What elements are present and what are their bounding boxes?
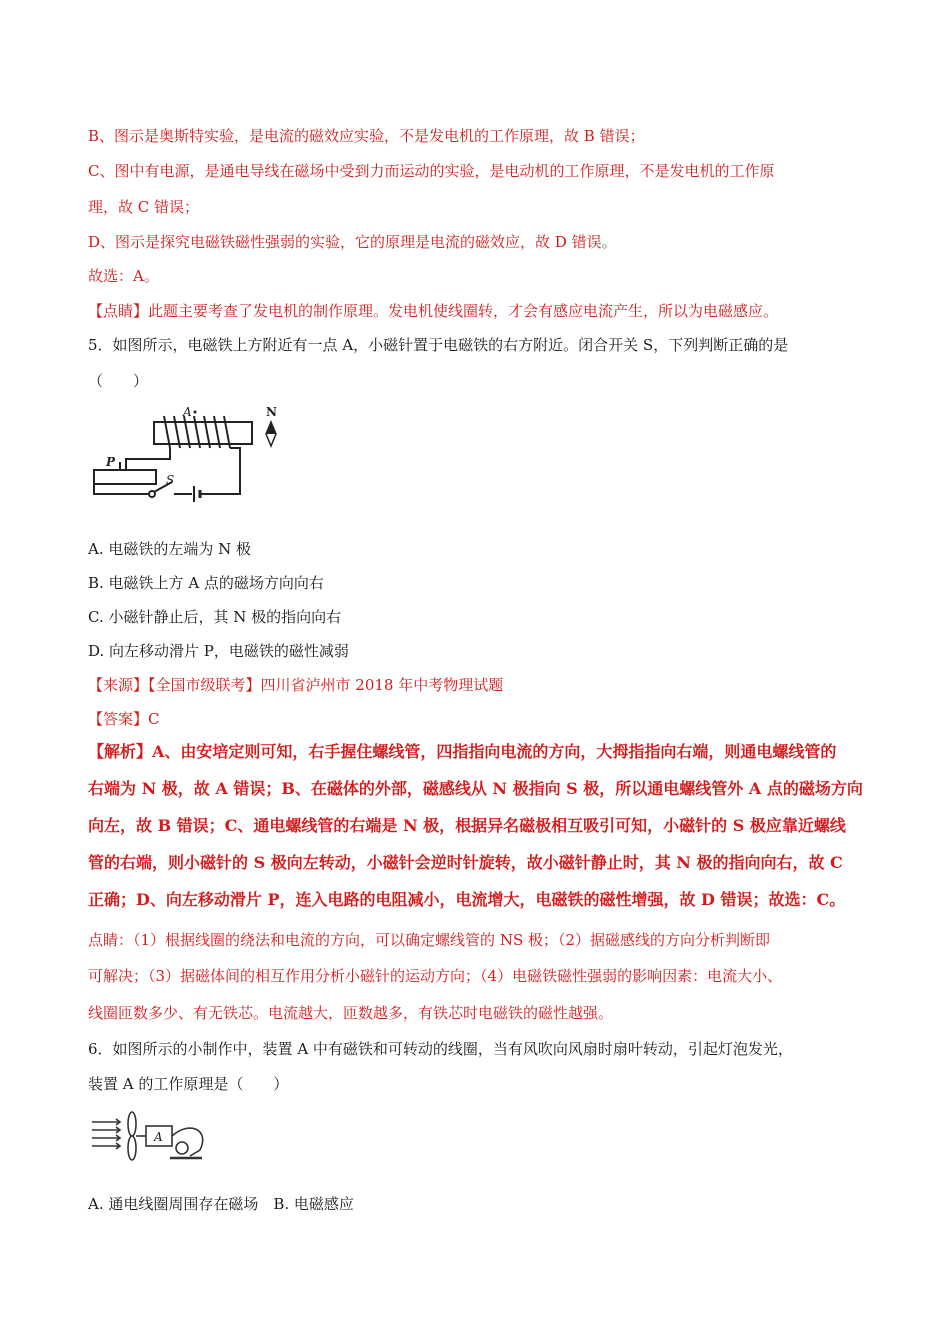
analysis-line-b: B、图示是奥斯特实验，是电流的磁效应实验，不是发电机的工作原理，故 B 错误；	[88, 127, 645, 145]
point-a-label: A	[183, 405, 192, 419]
switch-s-label: S	[166, 473, 175, 487]
q6-device-figure	[90, 1110, 210, 1166]
bulb-icon	[176, 1142, 188, 1154]
fan-blade-top	[128, 1112, 136, 1136]
compass-needle-north-half	[266, 422, 276, 434]
q5-stem-line1: 5．如图所示，电磁铁上方附近有一点 A，小磁针置于电磁铁的右方附近。闭合开关 S，下列判断正确的是	[88, 336, 789, 354]
slider-p-label: P	[106, 455, 116, 469]
compass-n-label: N	[266, 405, 277, 419]
wire-bottom-left	[94, 484, 148, 494]
q5-option-b: B. 电磁铁上方 A 点的磁场方向向右	[88, 574, 324, 592]
q5-answer: 【答案】C	[88, 710, 160, 728]
q6-stem-line1: 6．如图所示的小制作中，装置 A 中有磁铁和可转动的线圈，当有风吹向风扇时扇叶转动，引起灯泡发光，	[88, 1040, 793, 1058]
wind-arrow-3	[92, 1135, 120, 1141]
q5-option-a: A. 电磁铁的左端为 N 极	[88, 540, 252, 558]
wire-left-top	[126, 448, 170, 470]
q5-source: 【来源】【全国市级联考】四川省泸州市 2018 年中考物理试题	[88, 676, 504, 694]
rheostat	[94, 470, 156, 484]
q5-analysis-line5: 正确；D、向左移动滑片 P，连入电路的电阻减小，电流增大，电磁铁的磁性增强，故 D 错误；故选：C。	[88, 890, 846, 909]
device-a-label: A	[154, 1130, 163, 1144]
q5-option-d: D. 向左移动滑片 P，电磁铁的磁性减弱	[88, 642, 349, 660]
q6-options-line: A. 通电线圈周围存在磁场 B. 电磁感应	[88, 1195, 354, 1213]
q5-circuit-figure	[86, 404, 286, 504]
q5-analysis-line2: 右端为 N 极，故 A 错误；B、在磁体的外部，磁感线从 N 极指向 S 极，所以通电螺线管外 A 点的磁场方向	[88, 779, 863, 798]
q5-comment-line3: 线圈匝数多少、有无铁芯。电流越大，匝数越多，有铁芯时电磁铁的磁性越强。	[88, 1004, 614, 1022]
q6-stem-line2: 装置 A 的工作原理是（ ）	[88, 1075, 289, 1093]
wire-right	[206, 448, 240, 494]
analysis-choice: 故选：A。	[88, 267, 159, 285]
q5-comment-line2: 可解决；（3）据磁体间的相互作用分析小磁针的运动方向；（4）电磁铁磁性强弱的影响因素：电流大小、	[88, 967, 783, 985]
analysis-line-c1: C、图中有电源，是通电导线在磁场中受到力而运动的实验，是电动机的工作原理，不是发电机的工作原	[88, 162, 775, 180]
wind-arrow-4	[92, 1143, 120, 1149]
fan-blade-bottom	[128, 1136, 136, 1160]
q5-stem-line2: （ ）	[88, 372, 149, 390]
q5-analysis-line3: 向左，故 B 错误；C、通电螺线管的右端是 N 极，根据异名磁极相互吸引可知，小磁针的 S 极应靠近螺线	[88, 816, 846, 835]
analysis-line-c2: 理，故 C 错误；	[88, 198, 200, 216]
point-a-dot	[194, 411, 197, 414]
q5-analysis-line1: 【解析】A、由安培定则可知，右手握住螺线管，四指指向电流的方向，大拇指指向右端，则通电螺线管的	[88, 742, 837, 761]
q5-comment-line1: 点睛：（1）根据线圈的绕法和电流的方向，可以确定螺线管的 NS 极；（2）据磁感线的方向分析判断即	[88, 931, 771, 949]
wind-arrow-2	[92, 1127, 120, 1133]
q5-analysis-line4: 管的右端，则小磁针的 S 极向左转动，小磁针会逆时针旋转，故小磁针静止时，其 N 极的指向向右，故 C	[88, 853, 843, 872]
analysis-line-d: D、图示是探究电磁铁磁性强弱的实验，它的原理是电流的磁效应，故 D 错误。	[88, 233, 617, 251]
analysis-comment: 【点睛】此题主要考查了发电机的制作原理。发电机使线圈转，才会有感应电流产生，所以为电磁感应。	[88, 302, 779, 320]
wind-arrow-1	[92, 1119, 120, 1125]
q5-option-c: C. 小磁针静止后，其 N 极的指向向右	[88, 608, 342, 626]
